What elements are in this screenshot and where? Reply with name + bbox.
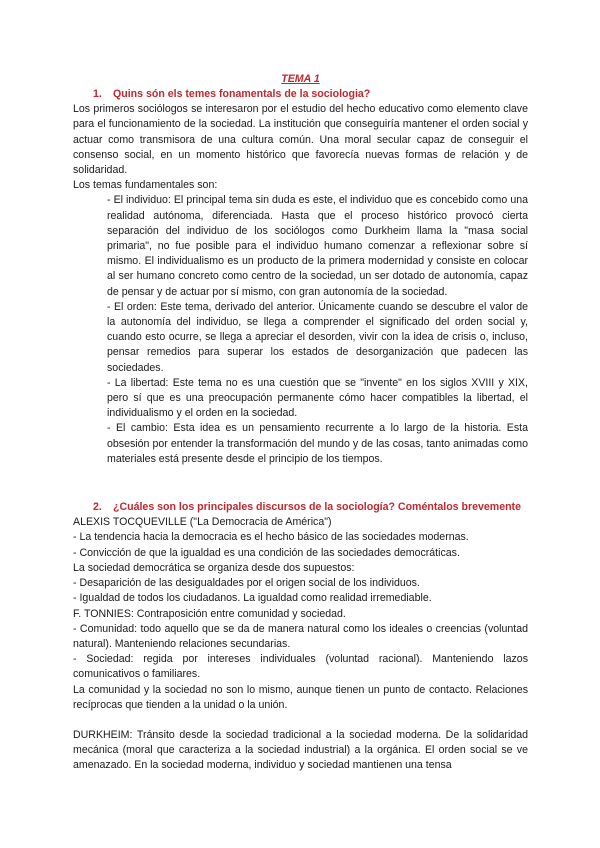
document-title: TEMA 1 — [281, 73, 320, 85]
question-1-intro: Los primeros sociólogos se interesaron por el estudio del hecho educativo como elemento clave para el funcionamiento de la sociedad. La institución que conseguiría mantener el orden social y actuar como transmisora de una cultura común. Una moral secular capaz de conseguir el consenso social, en un momento histórico que favorecía nuevas formas de relación y de solidaridad. — [73, 103, 528, 177]
tonnies-comunidad: - Comunidad: todo aquello que se da de manera natural como los ideales o creencias (voluntad natural). Manteniendo relaciones secundarias. — [73, 622, 528, 650]
question-2-text: ¿Cuáles son los principales discursos de la sociología? Coméntalos brevemente — [113, 501, 521, 514]
tocqueville-point-2: - Convicción de que la igualdad es una condición de las sociedades democráticas. — [73, 546, 460, 559]
topic-orden: - El orden: Este tema, derivado del anterior. Únicamente cuando se descubre el valor de la autonomía del individuo, se llega a comprender el significado del orden social y, cuando esto ocurre, se llega a apreciar el desorden, vivir con la idea de crisis o, incluso, pensar remedios para superar los estados de desorganización que padecen las sociedades. — [107, 300, 528, 374]
question-1-text: Quins són els temes fonamentals de la sociologia? — [113, 88, 371, 100]
tonnies-sociedad: - Sociedad: regida por intereses individuales (voluntad racional). Manteniendo lazos comunicativos o familiares. — [73, 653, 528, 681]
tonnies-conclusion: La comunidad y la sociedad no son lo mismo, aunque tienen un punto de contacto. Relaciones recíprocas que tienden a la unidad o la unión. — [73, 683, 528, 711]
question-1-heading — [73, 87, 528, 102]
democratic-society-label: La sociedad democrática se organiza desde dos supuestos: — [73, 561, 355, 574]
democratic-assumption-1: - Desaparición de las desigualdades por el origen social de los individuos. — [73, 577, 420, 590]
tocqueville-heading: ALEXIS TOCQUEVILLE ("La Democracia de América") — [73, 516, 332, 529]
tonnies-heading: F. TONNIES: Contraposición entre comunidad y sociedad. — [73, 607, 346, 620]
topics-label: Los temas fundamentales son: — [73, 179, 218, 192]
durkheim-paragraph: DURKHEIM: Tránsito desde la sociedad tradicional a la sociedad moderna. De la solidaridad mecánica (moral que caracteriza a la sociedad industrial) a la orgánica. El orden social se ve amenazado. En la sociedad moderna, individuo y sociedad mantienen una tensa — [73, 728, 528, 772]
topic-cambio: - El cambio: Esta idea es un pensamiento recurrente a lo largo de la historia. Esta obsesión por entender la transformación del mundo y de las cosas, tanto animadas como materiales está presente desde el principio de los tiempos. — [107, 422, 528, 465]
question-1-number: 1. — [93, 88, 102, 100]
topic-individuo: - El individuo: El principal tema sin duda es este, el individuo que es concebido como una realidad autónoma, diferenciada. Hasta que el proceso histórico provocó cierta separación del individuo de los sociólogos como Durkheim llama la "masa social primaria", no fue posible para el individuo humano comenzar a reflexionar sobre sí mismo. El individualismo es un producto de la primera modernidad y consiste en colocar al ser humano concreto como centro de la sociedad, un ser dotado de autonomía, capaz de pensar y de actuar por sí mismo, con gran autonomía de la sociedad. — [107, 194, 528, 298]
question-2-number: 2. — [93, 501, 102, 514]
question-2-heading — [73, 500, 528, 515]
topic-libertad: - La libertad: Este tema no es una cuestión que se "invente" en los siglos XVIII y XIX, pero sí que es una preocupación permanente cómo hacer compatibles la libertad, el individualismo y el orden en la sociedad. — [107, 376, 528, 420]
tocqueville-point-1: - La tendencia hacia la democracia es el hecho básico de las sociedades modernas. — [73, 531, 469, 544]
democratic-assumption-2: - Igualdad de todos los ciudadanos. La igualdad como realidad irremediable. — [73, 592, 432, 605]
